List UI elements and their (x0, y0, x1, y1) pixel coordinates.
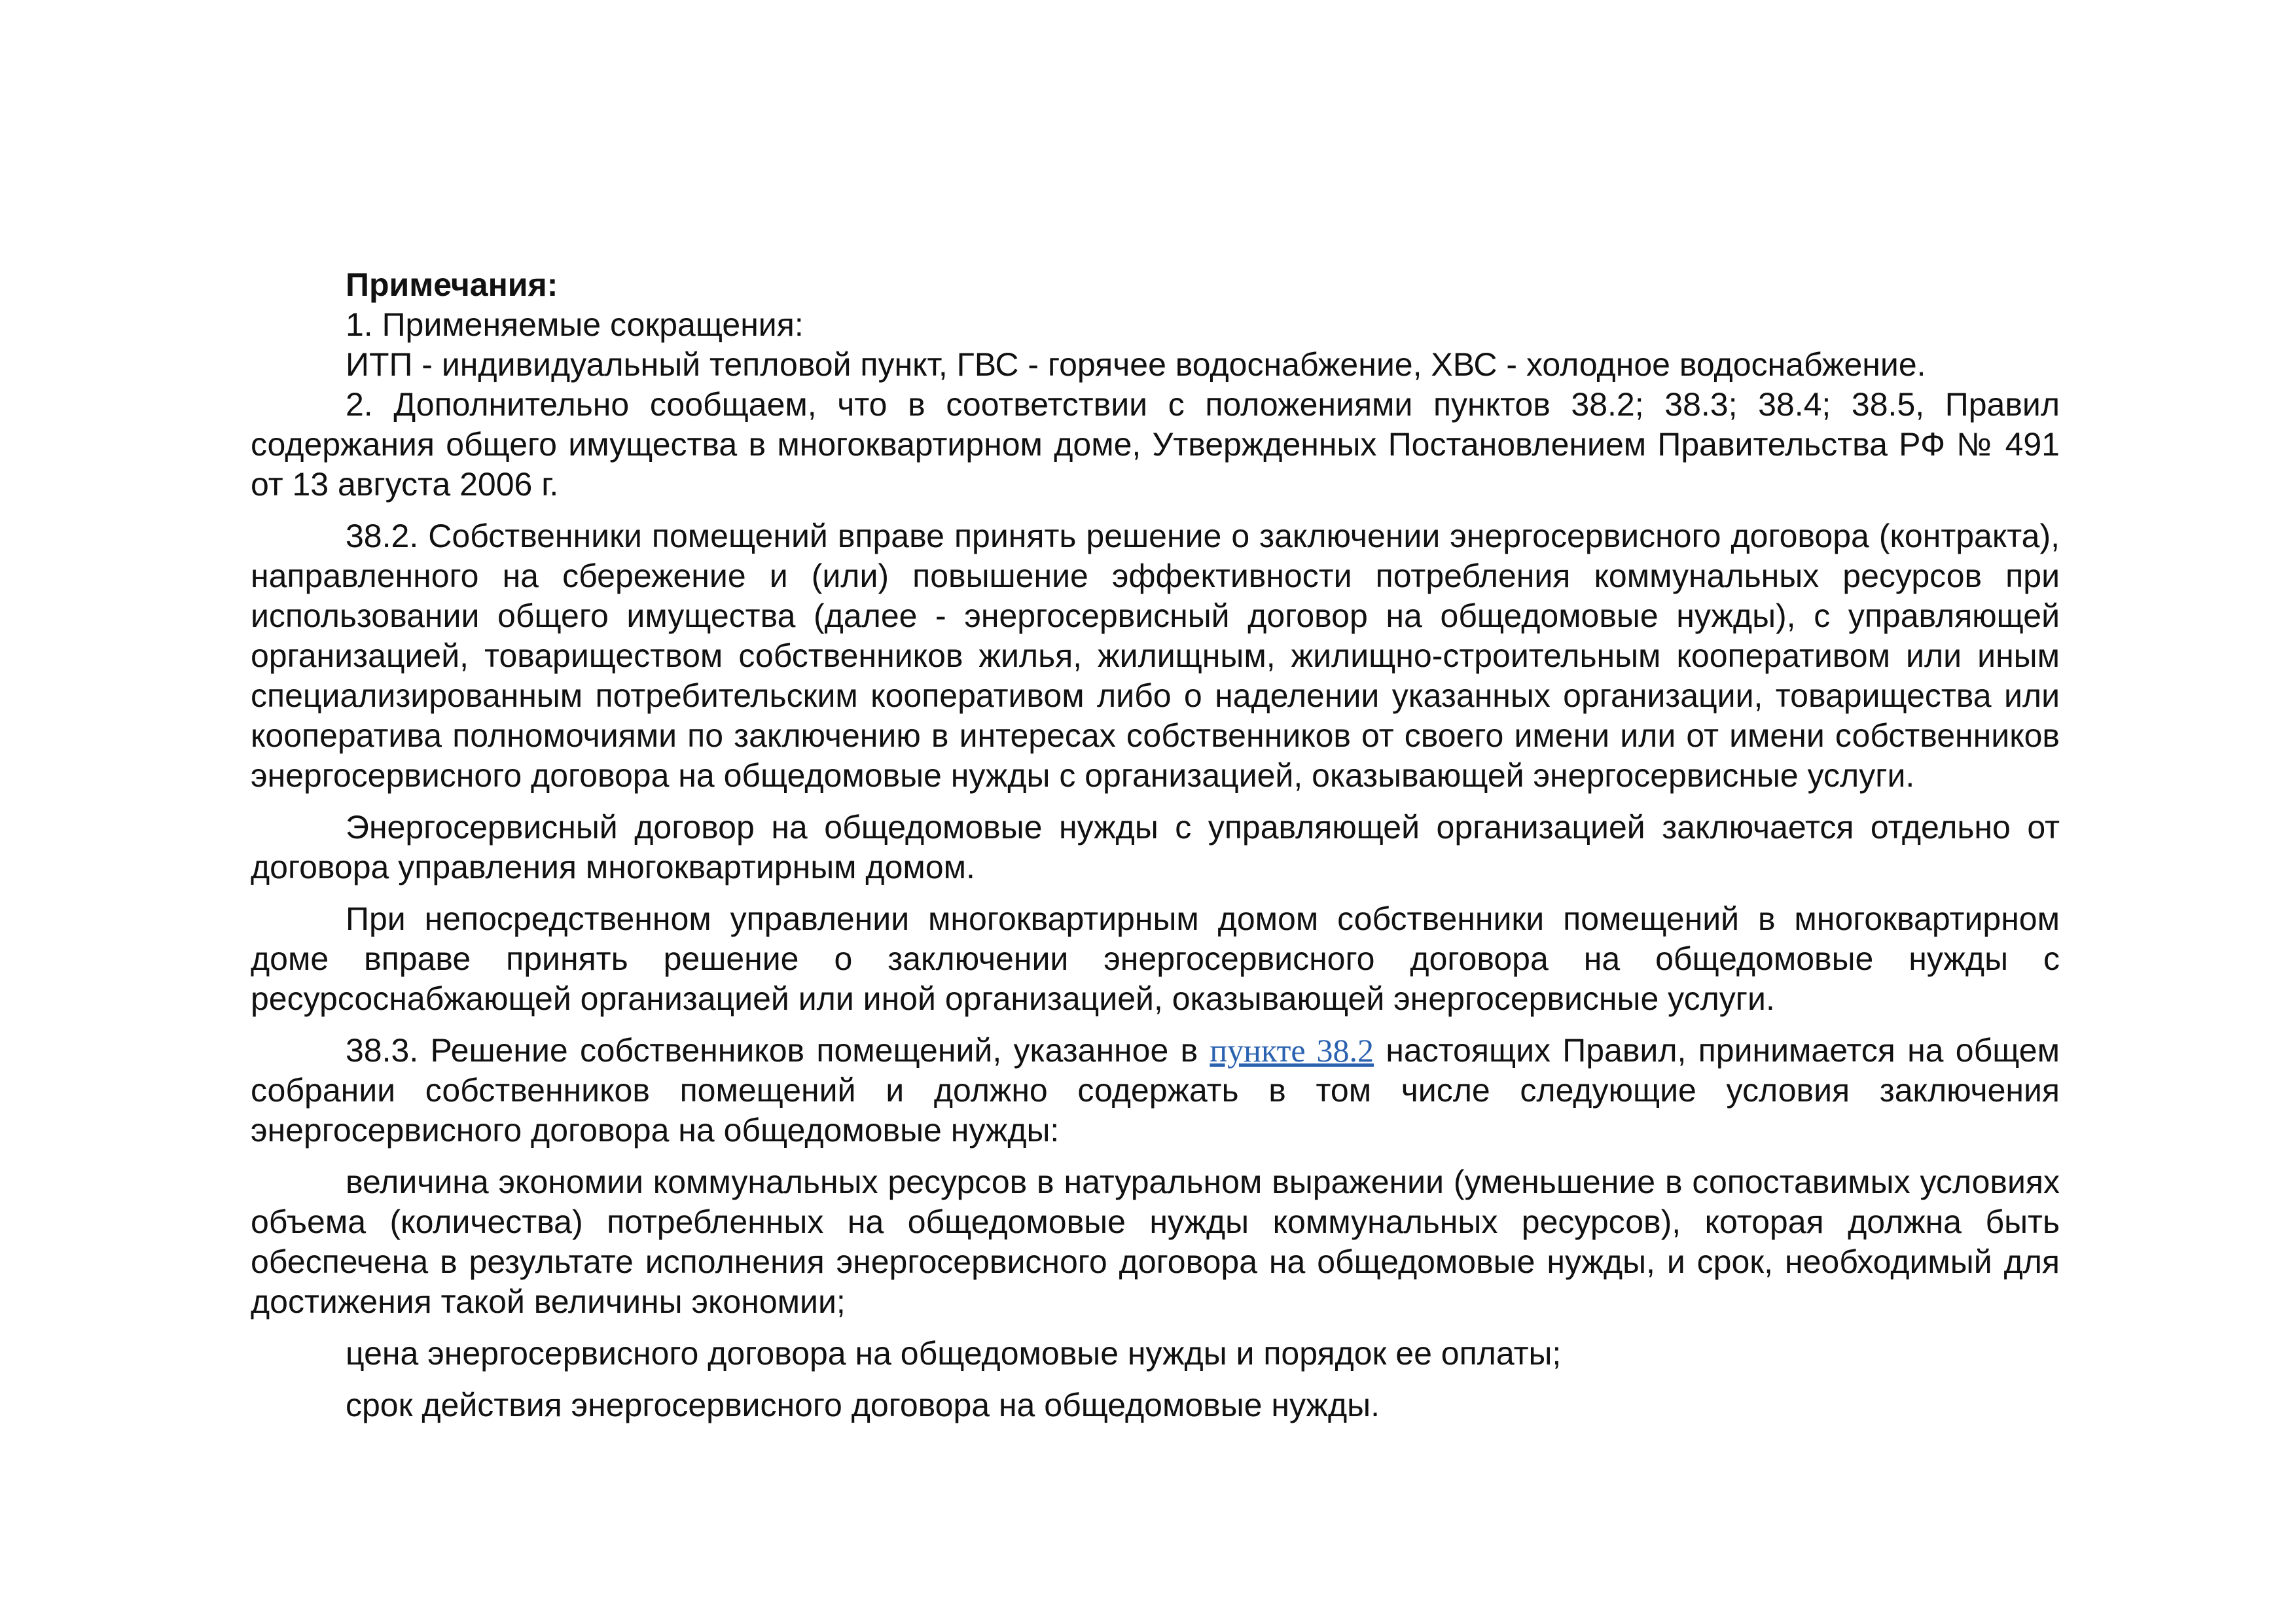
notes-item-2: 2. Дополнительно сообщаем, что в соответствии с положениями пунктов 38.2; 38.3; 38.4; 38.5, Правил содержания общего имущества в многоквартирном доме, Утвержденных Постановлением Правительства РФ № 491 от 13 августа 2006 г. (251, 386, 2060, 503)
rule-38-3-text-start: 38.3. Решение собственников помещений, указанное в (346, 1032, 1210, 1069)
notes-abbreviations: ИТП - индивидуальный тепловой пункт, ГВС - горячее водоснабжение, ХВС - холодное водоснабжение. (346, 346, 1926, 383)
notes-heading: Примечания: (346, 266, 558, 303)
condition-savings-amount: величина экономии коммунальных ресурсов в натуральном выражении (уменьшение в сопоставимых условиях объема (количества) потребленных на общедомовые нужды коммунальных ресурсов), которая должна быть обеспечена в результате исполнения энергосервисного договора на общедомовые нужды, и срок, необходимый для достижения такой величины экономии; (251, 1164, 2060, 1320)
rule-38-3-paragraph (251, 1031, 2060, 1150)
condition-contract-price: цена энергосервисного договора на общедомовые нужды и порядок ее оплаты; (346, 1335, 1562, 1372)
rule-38-3-text-end: настоящих Правил, принимается на общем собрании собственников помещений и должно содержать в том числе следующие условия заключения энергосервисного договора на общедомовые нужды: (251, 1032, 2060, 1149)
rule-38-2-paragraph: 38.2. Собственники помещений вправе принять решение о заключении энергосервисного договора (контракта), направленного на сбережение и (или) повышение эффективности потребления коммунальных ресурсов при использовании общего имущества (далее - энергосервисный договор на общедомовые нужды), с управляющей организацией, товариществом собственников жилья, жилищным, жилищно-строительным кооперативом или иным специализированным потребительским кооперативом либо о наделении указанных организации, товарищества или кооператива полномочиями по заключению в интересах собственников от своего имени или от имени собственников энергосервисного договора на общедомовые нужды с организацией, оказывающей энергосервисные услуги. (251, 518, 2060, 794)
point-38-2-link[interactable]: пункте 38.2 (1210, 1032, 1374, 1069)
condition-contract-term: срок действия энергосервисного договора на общедомовые нужды. (346, 1387, 1380, 1423)
notes-item-1-title: 1. Применяемые сокращения: (346, 306, 804, 343)
rule-direct-management-paragraph: При непосредственном управлении многоквартирным домом собственники помещений в многоквартирном доме вправе принять решение о заключении энергосервисного договора на общедомовые нужды с ресурсоснабжающей организацией или иной организацией, оказывающей энергосервисные услуги. (251, 901, 2060, 1017)
document-body (251, 265, 2060, 1425)
rule-separate-contract-paragraph: Энергосервисный договор на общедомовые нужды с управляющей организацией заключается отдельно от договора управления многоквартирным домом. (251, 809, 2060, 885)
